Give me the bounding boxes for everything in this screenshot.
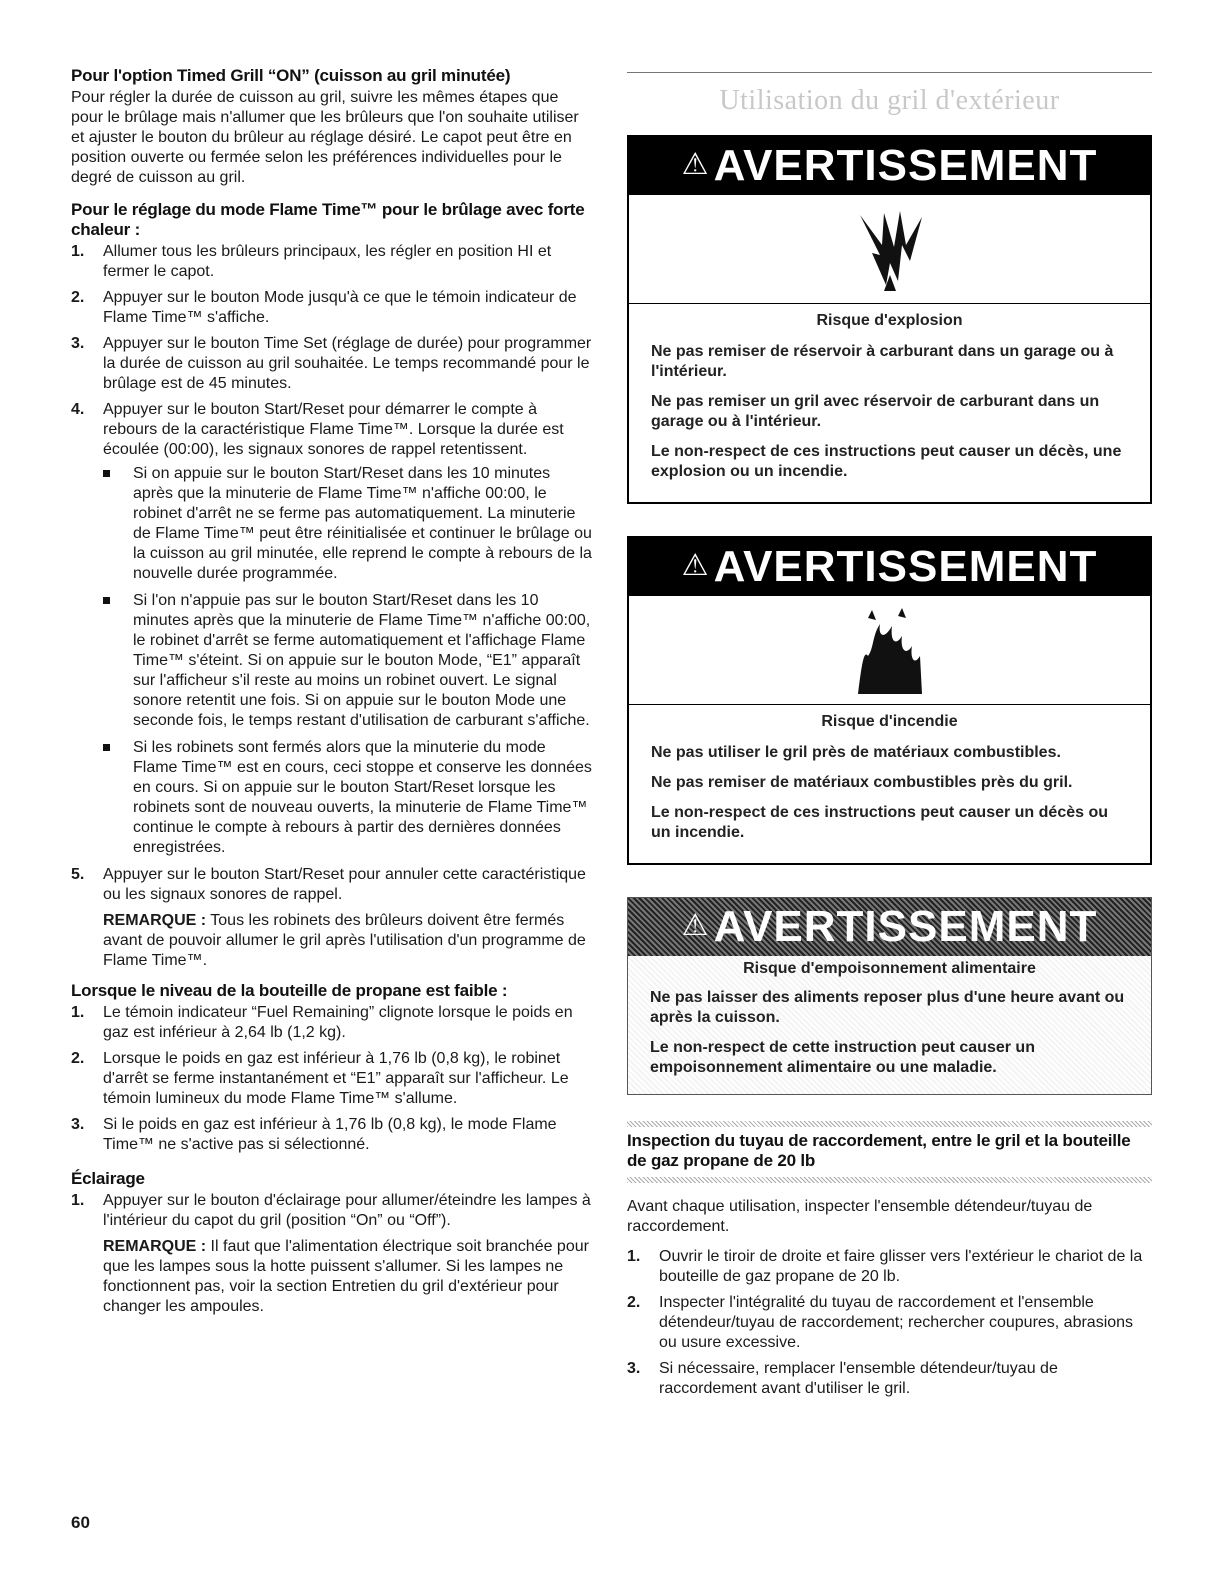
inspection-heading-wrap [627, 1127, 1152, 1177]
timed-grill-text: Pour régler la durée de cuisson au gril, suivre les mêmes étapes que pour le brûlage mais n'allumer que les brûleurs que l'on souhaite utiliser et ajuster le bouton du brûleur au réglage désiré. Le capot peut être en position ouverte ou fermée selon les préférences individuelles pour le degré de cuisson au gril. [71, 89, 579, 186]
page-number: 60 [71, 1513, 90, 1532]
warning-line: Ne pas remiser de matériaux combustibles près du gril. [651, 774, 1073, 791]
bullet-item: Si les robinets sont fermés alors que la minuterie du mode Flame Time™ est en cours, ceci stoppe et conserve les données en cours. Si on appuie sur le bouton Start/Reset lorsque les robinets sont de nouveau ouverts, la minuterie de Flame Time™ continue le compte à rebours à partir des dernières données enregistrées. [103, 738, 593, 858]
warning-header: ⚠AVERTISSEMENT [628, 898, 1151, 956]
list-item: 1. Appuyer sur le bouton d'éclairage pour allumer/éteindre les lampes à l'intérieur du capot du gril (position “On” ou “Off”). REMARQUE : Il faut que l'alimentation électrique soit branchée pour que les lampes sous la hotte puissent s'allumer. Si les lampes ne fonctionnent pas, voir la section Entretien du gril d'extérieur pour changer les ampoules. [71, 1191, 593, 1317]
bullet-item: Si on appuie sur le bouton Start/Reset dans les 10 minutes après que la minuterie de Flame Time™ n'affiche 00:00, le robinet d'arrêt ne se ferme pas automatiquement. La minuterie de Flame Time™ peut être réinitialisée et continuer le brûlage ou la cuisson au gril minutée, elle reprend le compte à rebours de la nouvelle durée programmée. [103, 464, 593, 584]
warning-line: Le non-respect de cette instruction peut causer un empoisonnement alimentaire ou une maladie. [650, 1039, 1035, 1076]
warning-line: Le non-respect de ces instructions peut causer un décès ou un incendie. [651, 804, 1109, 841]
warning-risk: Risque d'empoisonnement alimentaire [743, 960, 1036, 977]
list-item: 1. Ouvrir le tiroir de droite et faire glisser vers l'extérieur le chariot de la bouteille de gaz propane de 20 lb. [627, 1248, 1143, 1285]
list-item: 2. Lorsque le poids en gaz est inférieur à 1,76 lb (0,8 kg), le robinet d'arrêt se ferme instantanément et “E1” apparaît sur l'afficheur. Le témoin lumineux du mode Flame Time™ s'allume. [71, 1050, 569, 1107]
propane-steps [71, 1003, 593, 1155]
timed-grill-heading: Pour l'option Timed Grill “ON” (cuisson au gril minutée) [71, 66, 511, 85]
list-item: 3. Si nécessaire, remplacer l'ensemble détendeur/tuyau de raccordement avant d'utiliser le gril. [627, 1360, 1058, 1397]
warning-line: Ne pas utiliser le gril près de matériaux combustibles. [651, 744, 1061, 761]
list-item: 4. Appuyer sur le bouton Start/Reset pour démarrer le compte à rebours de la caractéristique Flame Time™. Lorsque la durée est écoulée (00:00), les signaux sonores de rappel retentissent. Si on appuie sur le bouton Start/Reset dans les 10 minutes après que la minuterie de Flame Time™ n'affiche 00:00, le robinet d'arrêt ne se ferme pas automatiquement. La minuterie de Flame Time™ peut être réinitialisée et continuer le brûlage ou la cuisson au gril minutée, elle reprend le compte à rebours de la nouvelle durée programmée. Si l'on n'appuie pas sur le bouton Start/Reset dans les 10 minutes après que la minuterie de Flame Time™ n'affiche 00:00, le robinet d'arrêt se ferme automatiquement et l'affichage Flame Time™ s'éteint. Si on appuie sur le bouton Mode, “E1” apparaît sur l'afficheur s'il reste au moins un robinet ouvert. Le signal sonore retentit une fois. Si on appuie sur le bouton Mode une seconde fois, le temps restant d'utilisation de carburant s'affiche. Si les robinets sont fermés alors que la minuterie du mode Flame Time™ est en cours, ceci stoppe et conserve les données en cours. Si on appuie sur le bouton Start/Reset lorsque les robinets sont de nouveau ouverts, la minuterie de Flame Time™ continue le compte à rebours à partir des dernières données enregistrées. [71, 401, 592, 856]
propane-heading: Lorsque le niveau de la bouteille de propane est faible : [71, 981, 508, 1000]
bullet-icon [103, 744, 110, 751]
warning-line: Ne pas remiser de réservoir à carburant dans un garage ou à l'intérieur. [651, 343, 1114, 380]
fire-icon [629, 596, 1150, 705]
warning-header: ⚠AVERTISSEMENT [629, 137, 1150, 195]
divider [627, 1177, 1152, 1183]
flame-time-steps [71, 242, 593, 971]
warning-header: ⚠AVERTISSEMENT [629, 538, 1150, 596]
warning-box-food-poisoning [627, 897, 1152, 1095]
warning-risk: Risque d'incendie [821, 713, 958, 730]
list-item: 1. Allumer tous les brûleurs principaux, les régler en position HI et fermer le capot. [71, 243, 552, 280]
warning-triangle-icon: ⚠ [681, 549, 710, 582]
flame-time-note: REMARQUE : Tous les robinets des brûleurs doivent être fermés avant de pouvoir allumer le gril après l'utilisation d'un programme de Flame Time™. [103, 912, 586, 969]
warning-triangle-icon: ⚠ [681, 148, 710, 181]
right-column [627, 72, 1152, 1409]
list-item: 1. Le témoin indicateur “Fuel Remaining” clignote lorsque le poids en gaz est inférieur à 2,64 lb (1,2 kg). [71, 1004, 573, 1041]
lighting-heading: Éclairage [71, 1169, 145, 1188]
warning-box-fire [627, 536, 1152, 865]
list-item: 3. Appuyer sur le bouton Time Set (réglage de durée) pour programmer la durée de cuisson au gril souhaitée. Le temps recommandé pour le brûlage est de 45 minutes. [71, 335, 592, 392]
section-divider [627, 72, 1152, 73]
list-item: 3. Si le poids en gaz est inférieur à 1,76 lb (0,8 kg), le mode Flame Time™ ne s'active pas si sélectionné. [71, 1116, 557, 1153]
explosion-icon [629, 195, 1150, 304]
inspection-heading: Inspection du tuyau de raccordement, entre le gril et la bouteille de gaz propane de 20 lb [627, 1131, 1131, 1170]
list-item: 2. Inspecter l'intégralité du tuyau de raccordement et l'ensemble détendeur/tuyau de raccordement; rechercher coupures, abrasions ou usure excessive. [627, 1294, 1134, 1351]
warning-box-explosion [627, 135, 1152, 504]
list-item: 5. Appuyer sur le bouton Start/Reset pour annuler cette caractéristique ou les signaux sonores de rappel. REMARQUE : Tous les robinets des brûleurs doivent être fermés avant de pouvoir allumer le gril après l'utilisation d'un programme de Flame Time™. [71, 865, 593, 971]
left-column [71, 66, 593, 1327]
flame-time-heading: Pour le réglage du mode Flame Time™ pour le brûlage avec forte chaleur : [71, 200, 585, 239]
bullet-icon [103, 470, 110, 477]
bullet-item: Si l'on n'appuie pas sur le bouton Start/Reset dans les 10 minutes après que la minuterie de Flame Time™ n'affiche 00:00, le robinet d'arrêt se ferme automatiquement et l'affichage Flame Time™ s'éteint. Si on appuie sur le bouton Mode, “E1” apparaît sur l'afficheur s'il reste au moins un robinet ouvert. Le signal sonore retentit une fois. Si on appuie sur le bouton Mode une seconde fois, le temps restant d'utilisation de carburant s'affiche. [103, 591, 593, 731]
warning-line: Ne pas laisser des aliments reposer plus d'une heure avant ou après la cuisson. [650, 989, 1125, 1026]
inspection-steps [627, 1247, 1152, 1399]
inspection-intro: Avant chaque utilisation, inspecter l'ensemble détendeur/tuyau de raccordement. [627, 1198, 1093, 1235]
warning-line: Le non-respect de ces instructions peut causer un décès, une explosion ou un incendie. [651, 443, 1122, 480]
warning-line: Ne pas remiser un gril avec réservoir de carburant dans un garage ou à l'intérieur. [651, 393, 1100, 430]
bullet-icon [103, 597, 110, 604]
warning-risk: Risque d'explosion [816, 312, 963, 329]
list-item: 2. Appuyer sur le bouton Mode jusqu'à ce que le témoin indicateur de Flame Time™ s'affiche. [71, 289, 577, 326]
flame-time-bullets [103, 464, 593, 858]
lighting-steps [71, 1191, 593, 1317]
lighting-note: REMARQUE : Il faut que l'alimentation électrique soit branchée pour que les lampes sous la hotte puissent s'allumer. Si les lampes ne fonctionnent pas, voir la section Entretien du gril d'extérieur pour changer les ampoules. [103, 1238, 589, 1315]
section-title: Utilisation du gril d'extérieur [719, 85, 1060, 116]
warning-triangle-icon: ⚠ [681, 909, 710, 942]
